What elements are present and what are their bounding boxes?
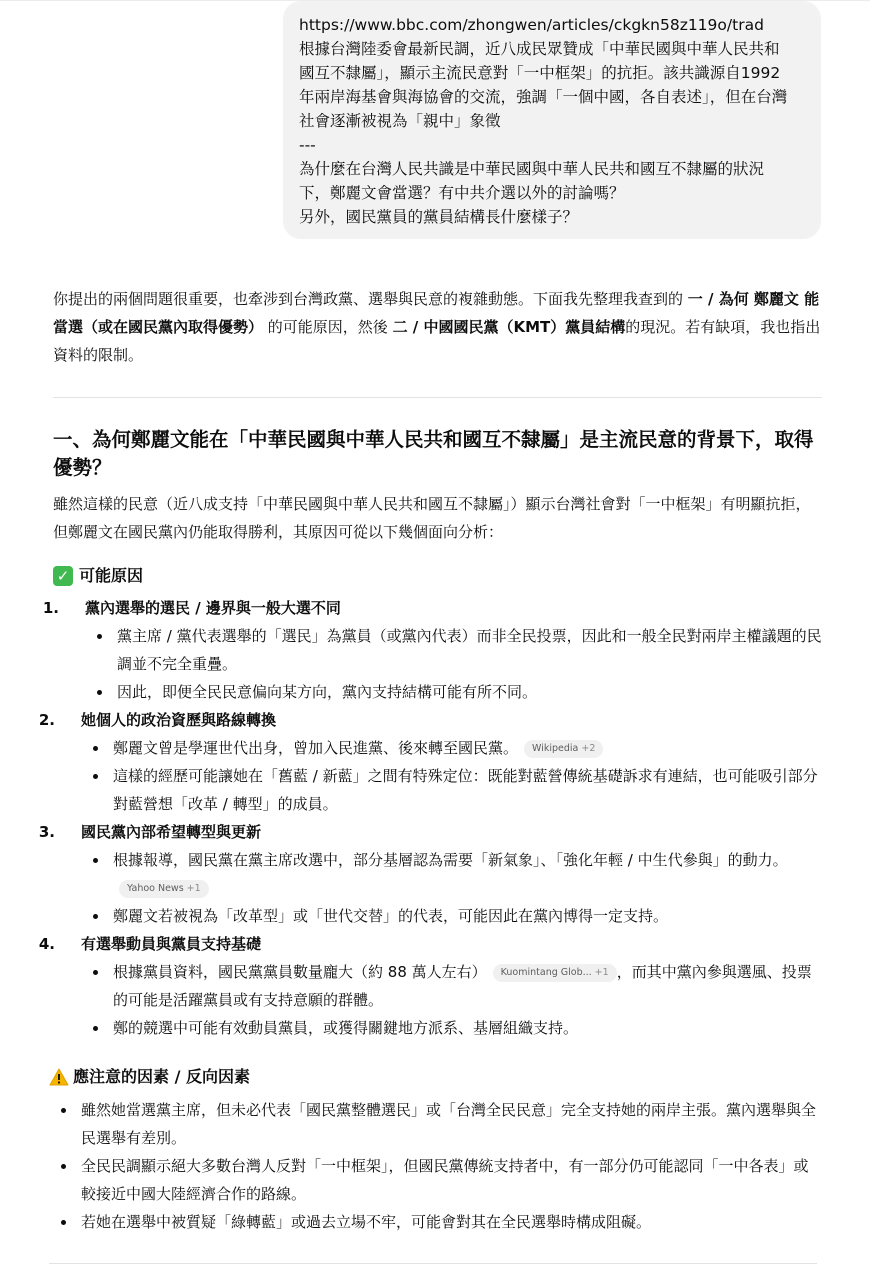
citation-chip[interactable] bbox=[493, 964, 617, 982]
user-message-line: 下，鄭麗文會當選？有中共介選以外的討論嗎？ bbox=[299, 184, 625, 202]
list-item bbox=[81, 1208, 823, 1236]
citation-source: Yahoo News bbox=[127, 883, 184, 894]
user-message-line: --- bbox=[299, 136, 316, 154]
intro-text: 的可能原因，然後 bbox=[263, 318, 393, 336]
reason-item bbox=[38, 930, 825, 1042]
list-item bbox=[81, 1096, 823, 1152]
list-item bbox=[113, 734, 825, 762]
list-item bbox=[113, 902, 825, 930]
user-message-line: 為什麼在台灣人民共識是中華民國與中華人民共和國互不隸屬的狀況 bbox=[299, 160, 765, 178]
bullet-text: 根據報導，國民黨在黨主席改選中，部分基層認為需要「新氣象」、「強化年輕 / 中生代參與」的動力。 bbox=[113, 851, 788, 869]
reasons-heading bbox=[53, 563, 823, 589]
user-message-line: 年兩岸海基會與海協會的交流，強調「一個中國，各自表述」，但在台灣 bbox=[299, 88, 788, 106]
citation-more-count: +2 bbox=[581, 743, 596, 754]
user-message-line: 另外，國民黨員的黨員結構長什麼樣子？ bbox=[299, 208, 579, 226]
list-item bbox=[117, 678, 825, 706]
bullet-text: 根據黨員資料，國民黨黨員數量龐大（約 88 萬人左右） bbox=[113, 963, 487, 981]
reason-title: 黨內選舉的選民 / 邊界與一般大選不同 bbox=[85, 599, 341, 617]
reasons-heading-label: 可能原因 bbox=[79, 566, 144, 585]
list-item bbox=[113, 958, 825, 1014]
intro-bold-topic-two: 二 / 中國國民黨（KMT）黨員結構 bbox=[392, 318, 626, 336]
intro-paragraph bbox=[53, 285, 823, 369]
bullet-text: 黨主席 / 黨代表選舉的「選民」為黨員（或黨內代表）而非全民投票，因此和一般全民對兩岸主權議題的民調並不完全重疊。 bbox=[117, 627, 822, 673]
list-item bbox=[113, 846, 825, 902]
section-one-title: 一、為何鄭麗文能在「中華民國與中華人民共和國互不隸屬」是主流民意的背景下，取得優勢？ bbox=[53, 428, 814, 479]
user-message-line: https://www.bbc.com/zhongwen/articles/ckgkn58z119o/trad bbox=[299, 16, 764, 34]
user-message-bubble bbox=[283, 1, 821, 239]
list-item bbox=[113, 762, 825, 818]
bullet-text: 鄭的競選中可能有效動員黨員，或獲得關鍵地方派系、基層組織支持。 bbox=[113, 1019, 579, 1037]
bullet-text: 因此，即便全民民意偏向某方向，黨內支持結構可能有所不同。 bbox=[117, 683, 538, 701]
reason-title: 國民黨內部希望轉型與更新 bbox=[81, 823, 262, 841]
warning-icon bbox=[49, 1068, 69, 1086]
citation-source: Wikipedia bbox=[532, 743, 579, 754]
user-message-line: 國互不隸屬」，顯示主流民意對「一中框架」的抗拒。該共識源自1992 bbox=[299, 64, 781, 82]
section-one-lead-text: 雖然這樣的民意（近八成支持「中華民國與中華人民共和國互不隸屬」）顯示台灣社會對「一中框架」有明顯抗拒，但鄭麗文在國民黨內仍能取得勝利，其原因可從以下幾個面向分析： bbox=[53, 495, 811, 541]
reasons-list bbox=[38, 594, 825, 1042]
reason-title: 有選舉動員與黨員支持基礎 bbox=[81, 935, 262, 953]
section-one-lead bbox=[53, 490, 823, 546]
caveat-text: 若她在選舉中被質疑「綠轉藍」或過去立場不牢，可能會對其在全民選舉時構成阻礙。 bbox=[81, 1213, 652, 1231]
intro-bold-topic-one: 一 / 為何 鄭麗文 能當選（或在國民黨內取得優勢） bbox=[53, 290, 820, 336]
intro-text: 的現況。若有缺項，我也指出資料的限制。 bbox=[53, 318, 821, 364]
citation-chip[interactable] bbox=[119, 880, 209, 898]
section-one bbox=[53, 426, 823, 482]
reason-number: 3. bbox=[38, 823, 55, 841]
check-mark-icon: ✓ bbox=[53, 566, 73, 586]
intro-text: 你提出的兩個問題很重要，也牽涉到台灣政黨、選舉與民意的複雜動態。下面我先整理我查到的 bbox=[53, 290, 688, 308]
section-divider bbox=[49, 1263, 817, 1264]
caveat-text: 全民民調顯示絕大多數台灣人反對「一中框架」，但國民黨傳統支持者中，有一部分仍可能認同「一中各表」或較接近中國大陸經濟合作的路線。 bbox=[81, 1157, 809, 1203]
citation-more-count: +1 bbox=[186, 883, 201, 894]
assistant-intro bbox=[53, 285, 823, 369]
citation-more-count: +1 bbox=[594, 967, 609, 978]
bullet-text: 鄭麗文曾是學運世代出身，曾加入民進黨、後來轉至國民黨。 bbox=[113, 739, 519, 757]
citation-source: Kuomintang Glob... bbox=[500, 967, 592, 978]
reason-number: 1. bbox=[42, 599, 59, 617]
caveat-text: 雖然她當選黨主席，但未必代表「國民黨整體選民」或「台灣全民民意」完全支持她的兩岸主張。黨內選舉與全民選舉有差別。 bbox=[81, 1101, 817, 1147]
caveats-heading bbox=[49, 1064, 819, 1090]
reason-item bbox=[38, 706, 825, 818]
reason-item bbox=[38, 818, 825, 930]
caveats-heading-label: 應注意的因素 / 反向因素 bbox=[73, 1067, 250, 1086]
list-item bbox=[113, 1014, 825, 1042]
bullet-text: 鄭麗文若被視為「改革型」或「世代交替」的代表，可能因此在黨內博得一定支持。 bbox=[113, 907, 669, 925]
user-message-line: 根據台灣陸委會最新民調，近八成民眾贊成「中華民國與中華人民共和 bbox=[299, 40, 780, 58]
reason-number: 2. bbox=[38, 711, 55, 729]
reason-number: 4. bbox=[38, 935, 55, 953]
user-message-line: 社會逐漸被視為「親中」象徵 bbox=[299, 112, 501, 130]
reason-title: 她個人的政治資歷與路線轉換 bbox=[81, 711, 277, 729]
section-divider bbox=[53, 397, 822, 398]
citation-chip[interactable] bbox=[524, 740, 603, 758]
bullet-text: 這樣的經歷可能讓她在「舊藍 / 新藍」之間有特殊定位：既能對藍營傳統基礎訴求有連結，也可能吸引部分對藍營想「改革 / 轉型」的成員。 bbox=[113, 767, 818, 813]
list-item bbox=[81, 1152, 823, 1208]
reason-item bbox=[42, 594, 825, 706]
list-item bbox=[117, 622, 825, 678]
bullet-text: ，而其中黨內參與選風、投票的可能是活躍黨員或有支持意願的群體。 bbox=[113, 963, 812, 1009]
caveats-list bbox=[81, 1096, 823, 1236]
